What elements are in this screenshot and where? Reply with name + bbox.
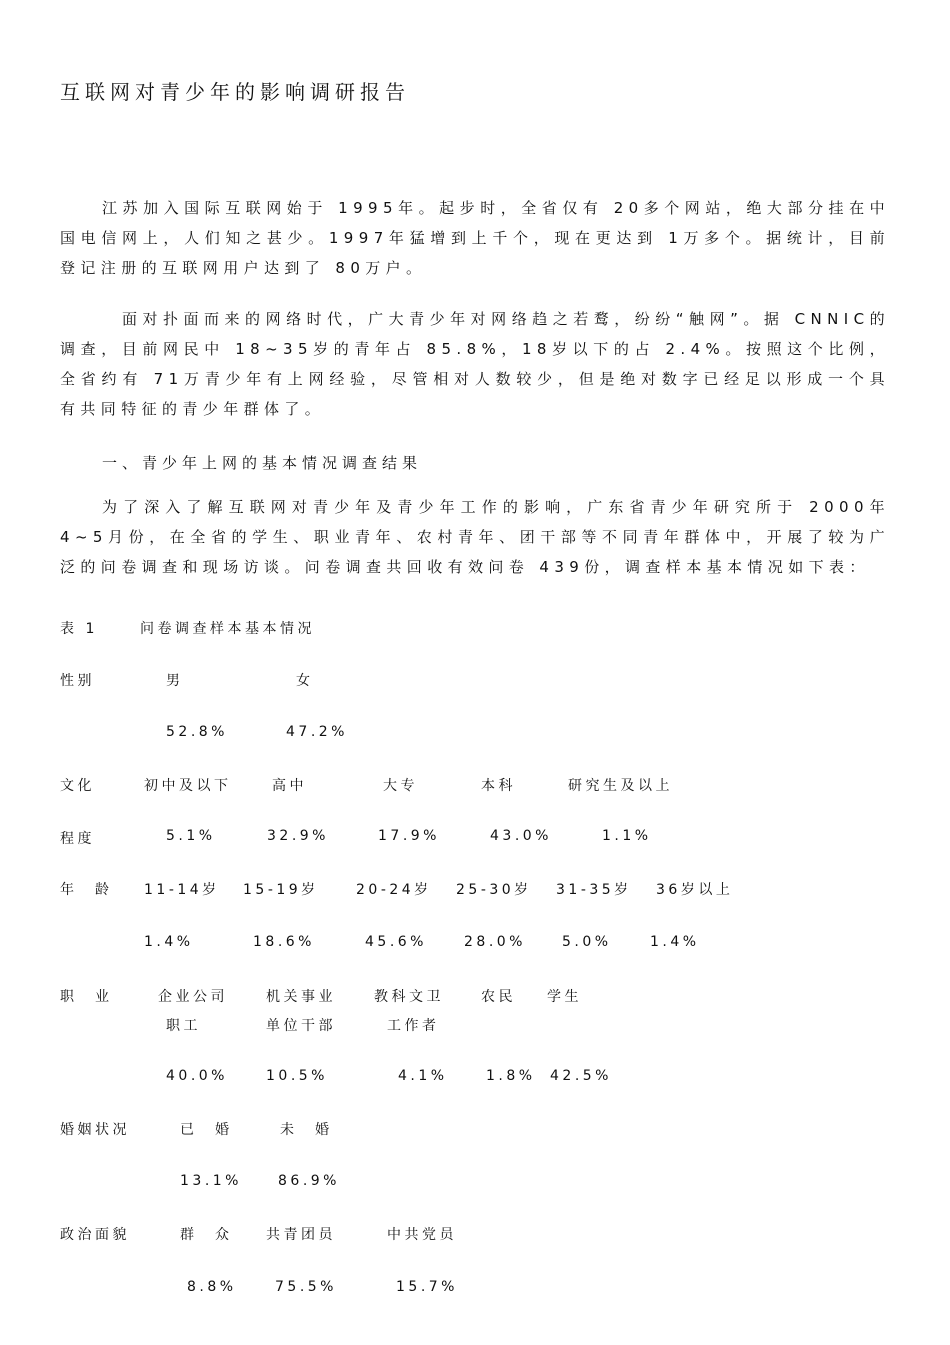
- table-caption-number: 表 1: [60, 621, 98, 637]
- education-value: 17.9%: [378, 828, 440, 844]
- education-value: 43.0%: [490, 828, 552, 844]
- education-value: 5.1%: [166, 828, 216, 844]
- paragraph-3: 为了深入了解互联网对青少年及青少年工作的影响，广东省青少年研究所于 2000年4~5月份，在全省的学生、职业青年、农村青年、团干部等不同青年群体中，开展了较为广泛的问卷调查和现场访谈。问卷调查共回收有效问卷 439份，调查样本基本情况如下表：: [60, 498, 890, 576]
- row-label-education-2: 程度: [60, 831, 95, 847]
- education-category: 大专: [383, 778, 418, 794]
- age-category: 36岁以上: [656, 882, 734, 898]
- age-value: 1.4%: [144, 934, 194, 950]
- marital-category: 未 婚: [280, 1122, 333, 1138]
- age-value: 1.4%: [650, 934, 700, 950]
- age-category: 15-19岁: [243, 882, 319, 898]
- education-category: 初中及以下: [144, 778, 232, 794]
- occupation-category: 机关事业: [266, 989, 336, 1005]
- occupation-value: 42.5%: [550, 1068, 612, 1084]
- occupation-category-line2: 工作者: [387, 1018, 440, 1034]
- row-label-occupation: 职 业: [60, 989, 113, 1005]
- occupation-category: 企业公司: [158, 989, 228, 1005]
- age-value: 18.6%: [253, 934, 315, 950]
- gender-value: 47.2%: [286, 724, 348, 740]
- education-value: 32.9%: [267, 828, 329, 844]
- occupation-category-line2: 职工: [166, 1018, 201, 1034]
- occupation-value: 40.0%: [166, 1068, 228, 1084]
- paragraph-2: 面对扑面而来的网络时代，广大青少年对网络趋之若鹜，纷纷“触网”。据 CNNIC的调查，目前网民中 18~35岁的青年占 85.8%，18岁以下的占 2.4%。按照这个比例，全省约有 71万青少年有上网经验，尽管相对人数较少，但是绝对数字已经足以形成一个具有共同特征的青少年群体了。: [60, 310, 890, 418]
- occupation-category: 学生: [547, 989, 582, 1005]
- age-category: 20-24岁: [356, 882, 432, 898]
- education-category: 高中: [272, 778, 307, 794]
- document-title: 互联网对青少年的影响调研报告: [60, 80, 410, 104]
- age-category: 31-35岁: [556, 882, 632, 898]
- age-value: 5.0%: [562, 934, 612, 950]
- row-label-marital-status: 婚姻状况: [60, 1122, 130, 1138]
- row-label-gender: 性别: [60, 673, 95, 689]
- political-value: 15.7%: [396, 1279, 458, 1295]
- table-caption: 问卷调查样本基本情况: [140, 621, 315, 637]
- row-label-education: 文化: [60, 778, 95, 794]
- gender-value: 52.8%: [166, 724, 228, 740]
- occupation-value: 1.8%: [486, 1068, 536, 1084]
- age-value: 45.6%: [365, 934, 427, 950]
- occupation-category-line2: 单位干部: [266, 1018, 336, 1034]
- occupation-category: 教科文卫: [374, 989, 444, 1005]
- paragraph-1: 江苏加入国际互联网始于 1995年。起步时，全省仅有 20多个网站，绝大部分挂在中国电信网上，人们知之甚少。1997年猛增到上千个，现在更达到 1万多个。据统计，目前登记注册的互联网用户达到了 80万户。: [60, 199, 890, 277]
- political-category: 群 众: [180, 1227, 233, 1243]
- gender-category: 男: [166, 673, 184, 689]
- occupation-value: 10.5%: [266, 1068, 328, 1084]
- marital-category: 已 婚: [180, 1122, 233, 1138]
- education-category: 研究生及以上: [568, 778, 673, 794]
- political-value: 8.8%: [187, 1279, 237, 1295]
- occupation-value: 4.1%: [398, 1068, 448, 1084]
- marital-value: 86.9%: [278, 1173, 340, 1189]
- political-value: 75.5%: [275, 1279, 337, 1295]
- age-value: 28.0%: [464, 934, 526, 950]
- political-category: 中共党员: [387, 1227, 457, 1243]
- row-label-age: 年 龄: [60, 882, 113, 898]
- education-category: 本科: [481, 778, 516, 794]
- row-label-political-status: 政治面貌: [60, 1227, 130, 1243]
- section-heading: 一、青少年上网的基本情况调查结果: [102, 454, 423, 472]
- age-category: 25-30岁: [456, 882, 532, 898]
- age-category: 11-14岁: [144, 882, 220, 898]
- education-value: 1.1%: [602, 828, 652, 844]
- occupation-category: 农民: [481, 989, 516, 1005]
- marital-value: 13.1%: [180, 1173, 242, 1189]
- gender-category: 女: [296, 673, 314, 689]
- political-category: 共青团员: [266, 1227, 336, 1243]
